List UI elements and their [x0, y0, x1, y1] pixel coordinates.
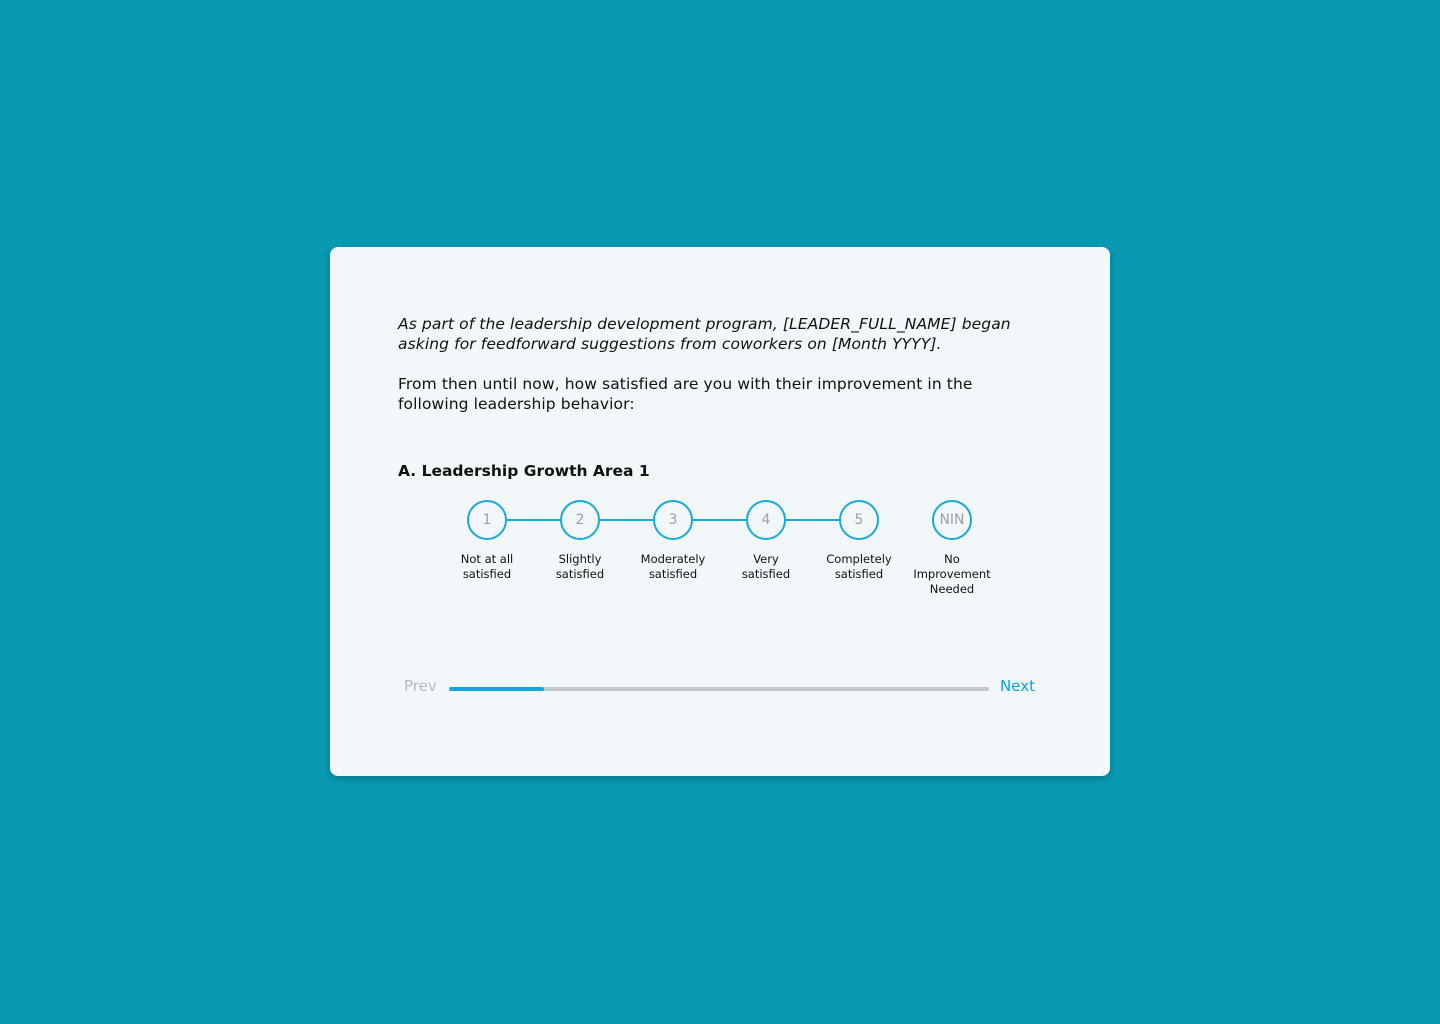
- rating-circle-2[interactable]: 2: [560, 500, 600, 540]
- rating-circle-3[interactable]: 3: [653, 500, 693, 540]
- rating-option-nin[interactable]: [907, 500, 997, 597]
- rating-scale: [330, 247, 1110, 627]
- growth-area-title: A. Leadership Growth Area 1: [398, 462, 650, 480]
- rating-option-5[interactable]: [814, 500, 904, 582]
- rating-option-4[interactable]: [721, 500, 811, 582]
- question-text: From then until now, how satisfied are you with their improvement in the following leadership behavior:: [398, 375, 973, 413]
- prev-button[interactable]: Prev: [404, 677, 437, 695]
- rating-label-2: Slightly satisfied: [555, 552, 605, 581]
- rating-circle-1[interactable]: 1: [467, 500, 507, 540]
- rating-circle-4[interactable]: 4: [746, 500, 786, 540]
- rating-label-5: Completely satisfied: [826, 552, 892, 581]
- rating-option-1[interactable]: [442, 500, 532, 582]
- rating-label-4: Very satisfied: [741, 552, 791, 581]
- progress-bar: [449, 687, 989, 691]
- navigation-bar: [330, 677, 1110, 701]
- rating-circle-nin[interactable]: NIN: [932, 500, 972, 540]
- intro-text: As part of the leadership development program, [LEADER_FULL_NAME] began asking for feedforward suggestions from coworkers on [Month YYYY].: [398, 315, 1011, 353]
- rating-label-1: Not at all satisfied: [460, 552, 514, 581]
- rating-label-nin: No Improvement Needed: [913, 552, 991, 596]
- rating-option-3[interactable]: [628, 500, 718, 582]
- next-button[interactable]: Next: [1000, 677, 1035, 695]
- rating-option-2[interactable]: [535, 500, 625, 582]
- survey-card: [330, 247, 1110, 776]
- rating-circle-5[interactable]: 5: [839, 500, 879, 540]
- progress-bar-fill: [449, 687, 544, 691]
- rating-label-3: Moderately satisfied: [640, 552, 706, 581]
